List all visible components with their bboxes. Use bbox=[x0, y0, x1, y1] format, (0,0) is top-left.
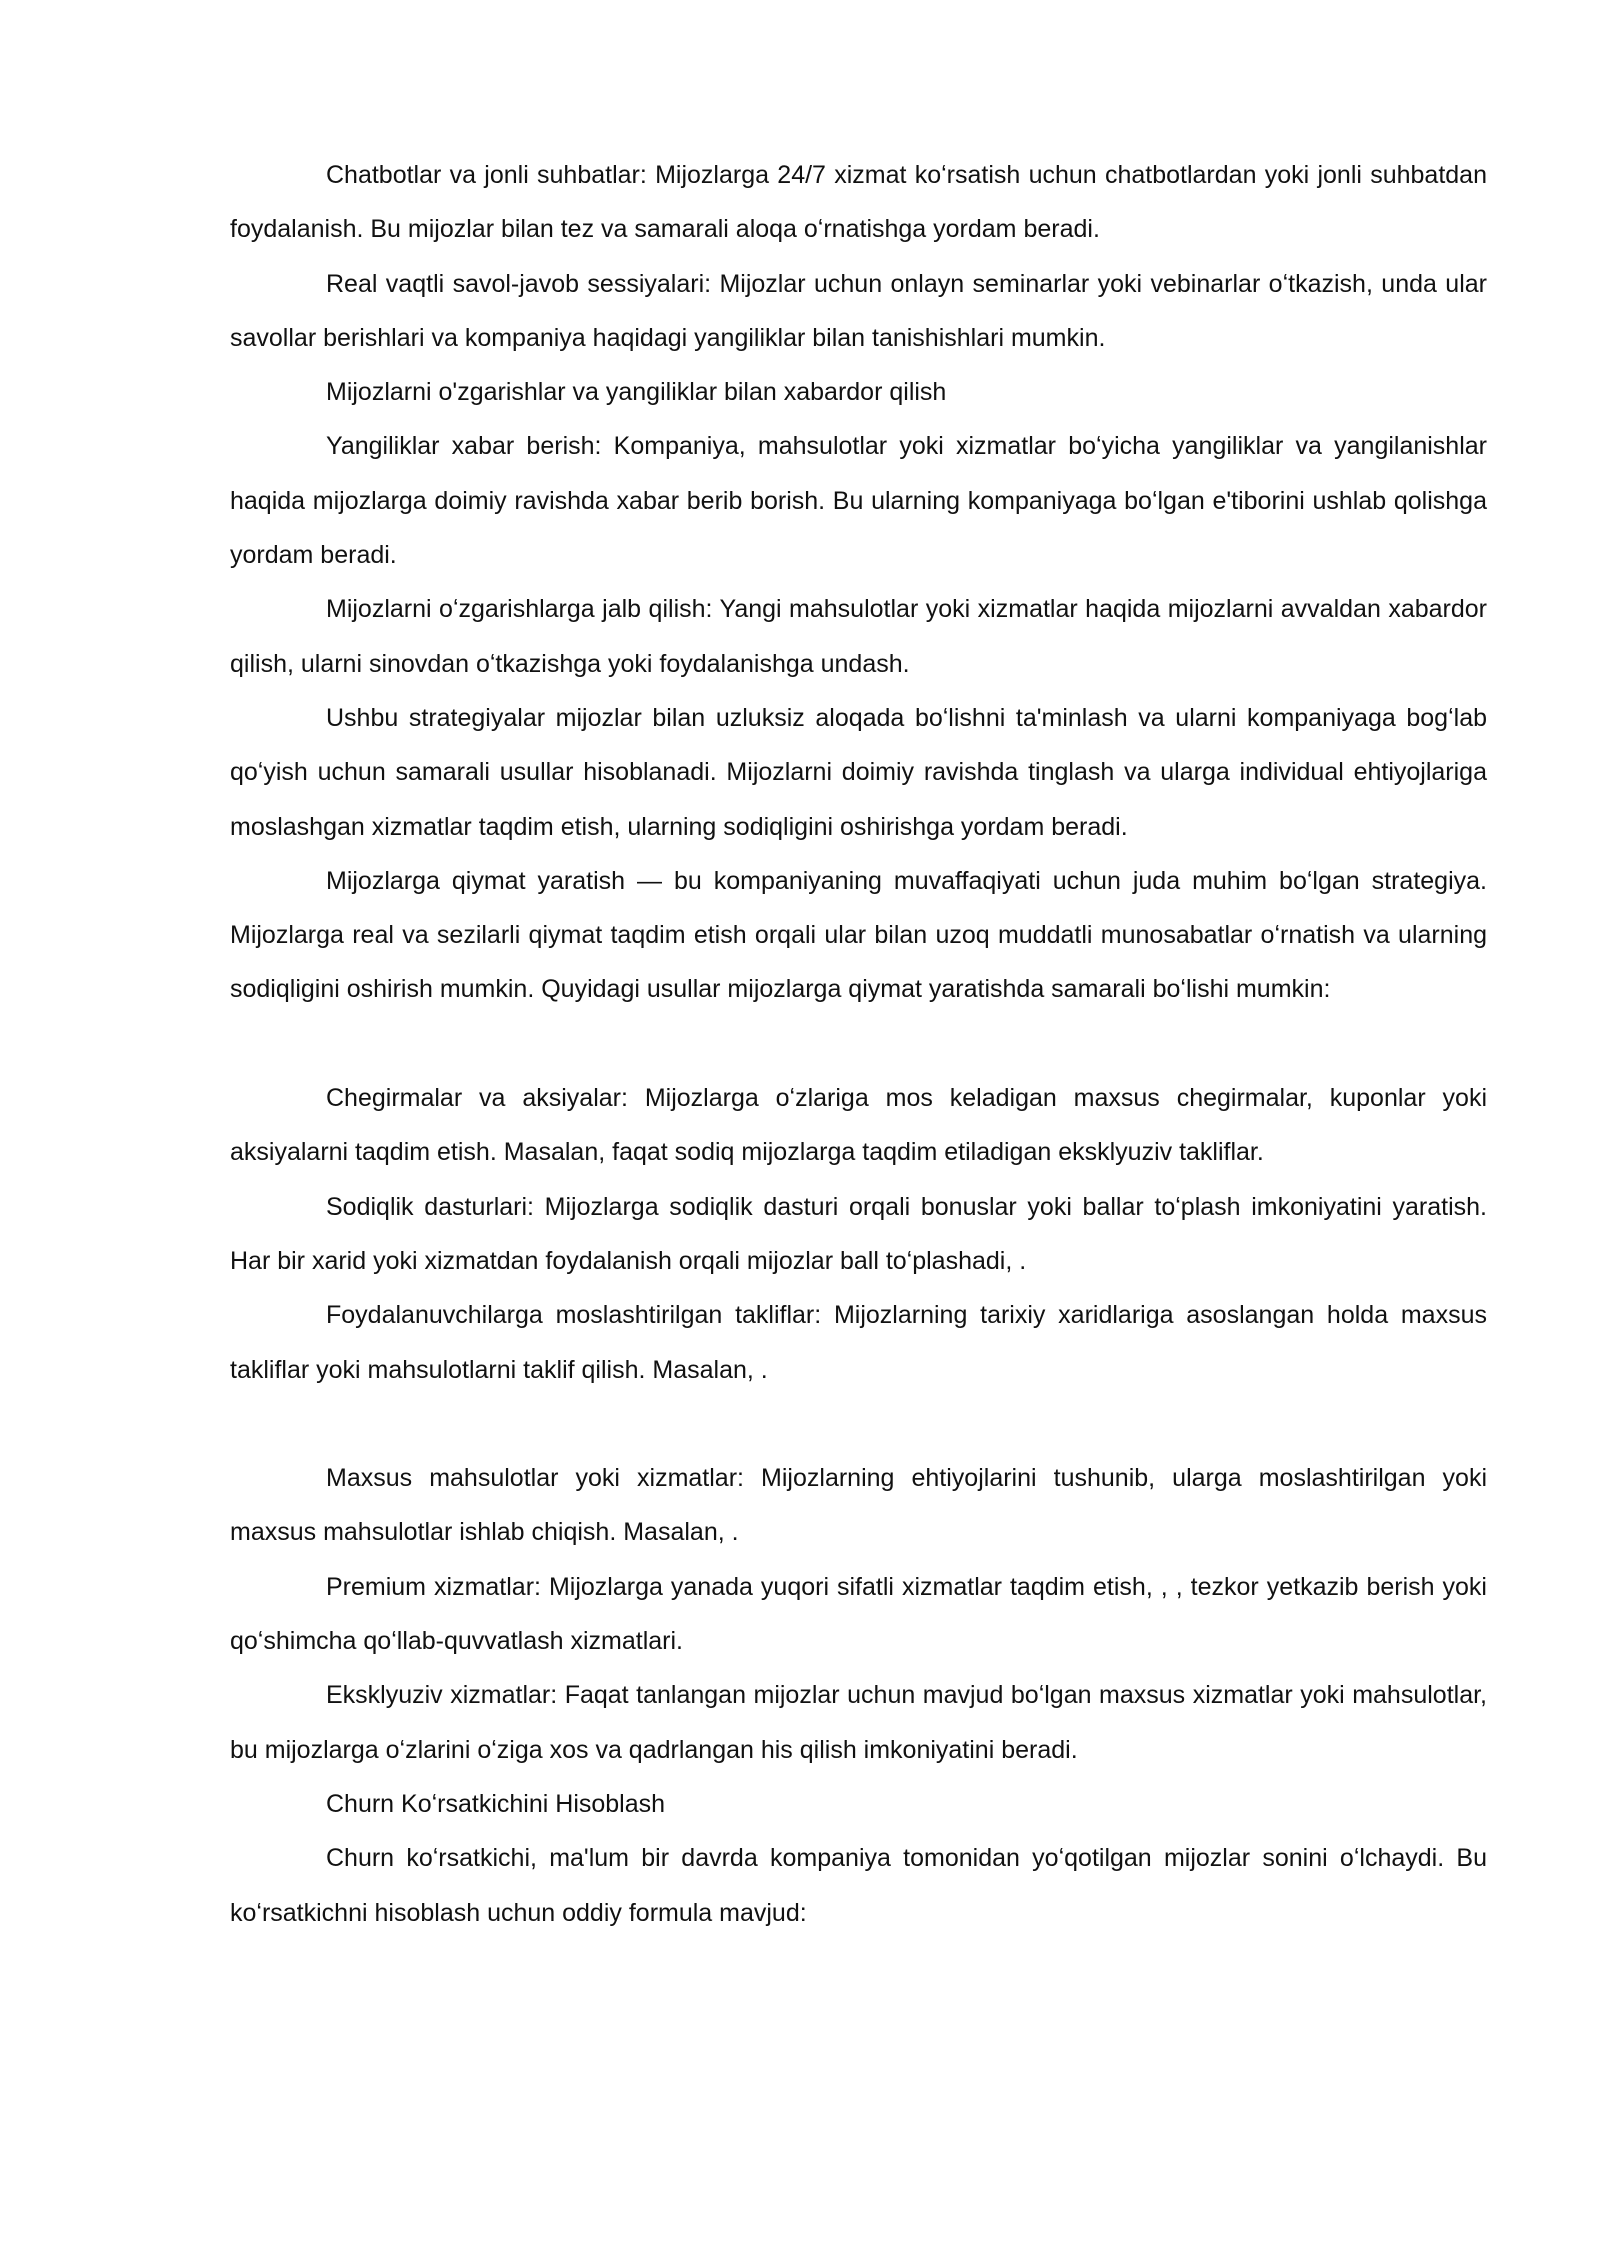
section-heading-churn: Churn Koʻrsatkichini Hisoblash bbox=[326, 1789, 666, 1818]
paragraph-strategies-summary: Ushbu strategiyalar mijozlar bilan uzluksiz aloqada boʻlishni ta'minlash va ularni kompaniyaga bogʻlab qoʻyish uchun samarali usullar hisoblanadi. Mijozlarni doimiy ravishda tinglash va ularga individual ehtiyojlariga moslashgan xizmatlar taqdim etish, ularning sodiqligini oshirishga yordam beradi. bbox=[230, 703, 1487, 841]
paragraph-premium-services: Premium xizmatlar: Mijozlarga yanada yuqori sifatli xizmatlar taqdim etish, , , tezkor yetkazib berish yoki qoʻshimcha qoʻllab-quvvatlash xizmatlari. bbox=[230, 1572, 1487, 1656]
section-heading-informing: Mijozlarni o'zgarishlar va yangiliklar bilan xabardor qilish bbox=[326, 378, 947, 407]
paragraph-engagement: Mijozlarni oʻzgarishlarga jalb qilish: Yangi mahsulotlar yoki xizmatlar haqida mijozlarni avvaldan xabardor qilish, ularni sinovdan oʻtkazishga yoki foydalanishga undash. bbox=[230, 595, 1487, 678]
blank-line bbox=[230, 1397, 1487, 1451]
paragraph-news: Yangiliklar xabar berish: Kompaniya, mahsulotlar yoki xizmatlar boʻyicha yangiliklar va yangilanishlar haqida mijozlarga doimiy ravishda xabar berib borish. Bu ularning kompaniyaga boʻlgan e'tiborini ushlab qolishga yordam beradi. bbox=[230, 432, 1487, 570]
paragraph-discounts: Chegirmalar va aksiyalar: Mijozlarga oʻzlariga mos keladigan maxsus chegirmalar, kuponlar yoki aksiyalarni taqdim etish. Masalan, faqat sodiq mijozlarga taqdim etiladigan eksklyuziv takliflar. bbox=[230, 1084, 1487, 1167]
paragraph-churn-definition: Churn koʻrsatkichi, ma'lum bir davrda kompaniya tomonidan yoʻqotilgan mijozlar sonini oʻlchaydi. Bu koʻrsatkichni hisoblash uchun oddiy formula mavjud: bbox=[230, 1844, 1487, 1927]
paragraph-qa-sessions: Real vaqtli savol-javob sessiyalari: Mijozlar uchun onlayn seminarlar yoki vebinarlar oʻtkazish, unda ular savollar berishlari va kompaniya haqidagi yangiliklar bilan tanishishlari mumkin. bbox=[230, 269, 1487, 352]
document-body bbox=[230, 148, 1487, 1940]
paragraph-chatbots: Chatbotlar va jonli suhbatlar: Mijozlarga 24/7 xizmat koʻrsatish uchun chatbotlardan yoki jonli suhbatdan foydalanish. Bu mijozlar bilan tez va samarali aloqa oʻrnatishga yordam beradi. bbox=[230, 161, 1487, 244]
paragraph-exclusive-services: Eksklyuziv xizmatlar: Faqat tanlangan mijozlar uchun mavjud boʻlgan maxsus xizmatlar yoki mahsulotlar, bu mijozlarga oʻzlarini oʻziga xos va qadrlangan his qilish imkoniyatini beradi. bbox=[230, 1681, 1487, 1764]
paragraph-loyalty-programs: Sodiqlik dasturlari: Mijozlarga sodiqlik dasturi orqali bonuslar yoki ballar toʻplash imkoniyatini yaratish. Har bir xarid yoki xizmatdan foydalanish orqali mijozlar ball toʻplashadi, . bbox=[230, 1192, 1487, 1275]
paragraph-special-products: Maxsus mahsulotlar yoki xizmatlar: Mijozlarning ehtiyojlarini tushunib, ularga moslashtirilgan yoki maxsus mahsulotlar ishlab chiqish. Masalan, . bbox=[230, 1464, 1487, 1547]
paragraph-personalized-offers: Foydalanuvchilarga moslashtirilgan takliflar: Mijozlarning tarixiy xaridlariga asoslangan holda maxsus takliflar yoki mahsulotlarni taklif qilish. Masalan, . bbox=[230, 1301, 1487, 1384]
paragraph-value-creation: Mijozlarga qiymat yaratish — bu kompaniyaning muvaffaqiyati uchun juda muhim boʻlgan strategiya. Mijozlarga real va sezilarli qiymat taqdim etish orqali ular bilan uzoq muddatli munosabatlar oʻrnatish va ularning sodiqligini oshirish mumkin. Quyidagi usullar mijozlarga qiymat yaratishda samarali boʻlishi mumkin: bbox=[230, 866, 1487, 1004]
blank-line bbox=[230, 1017, 1487, 1071]
